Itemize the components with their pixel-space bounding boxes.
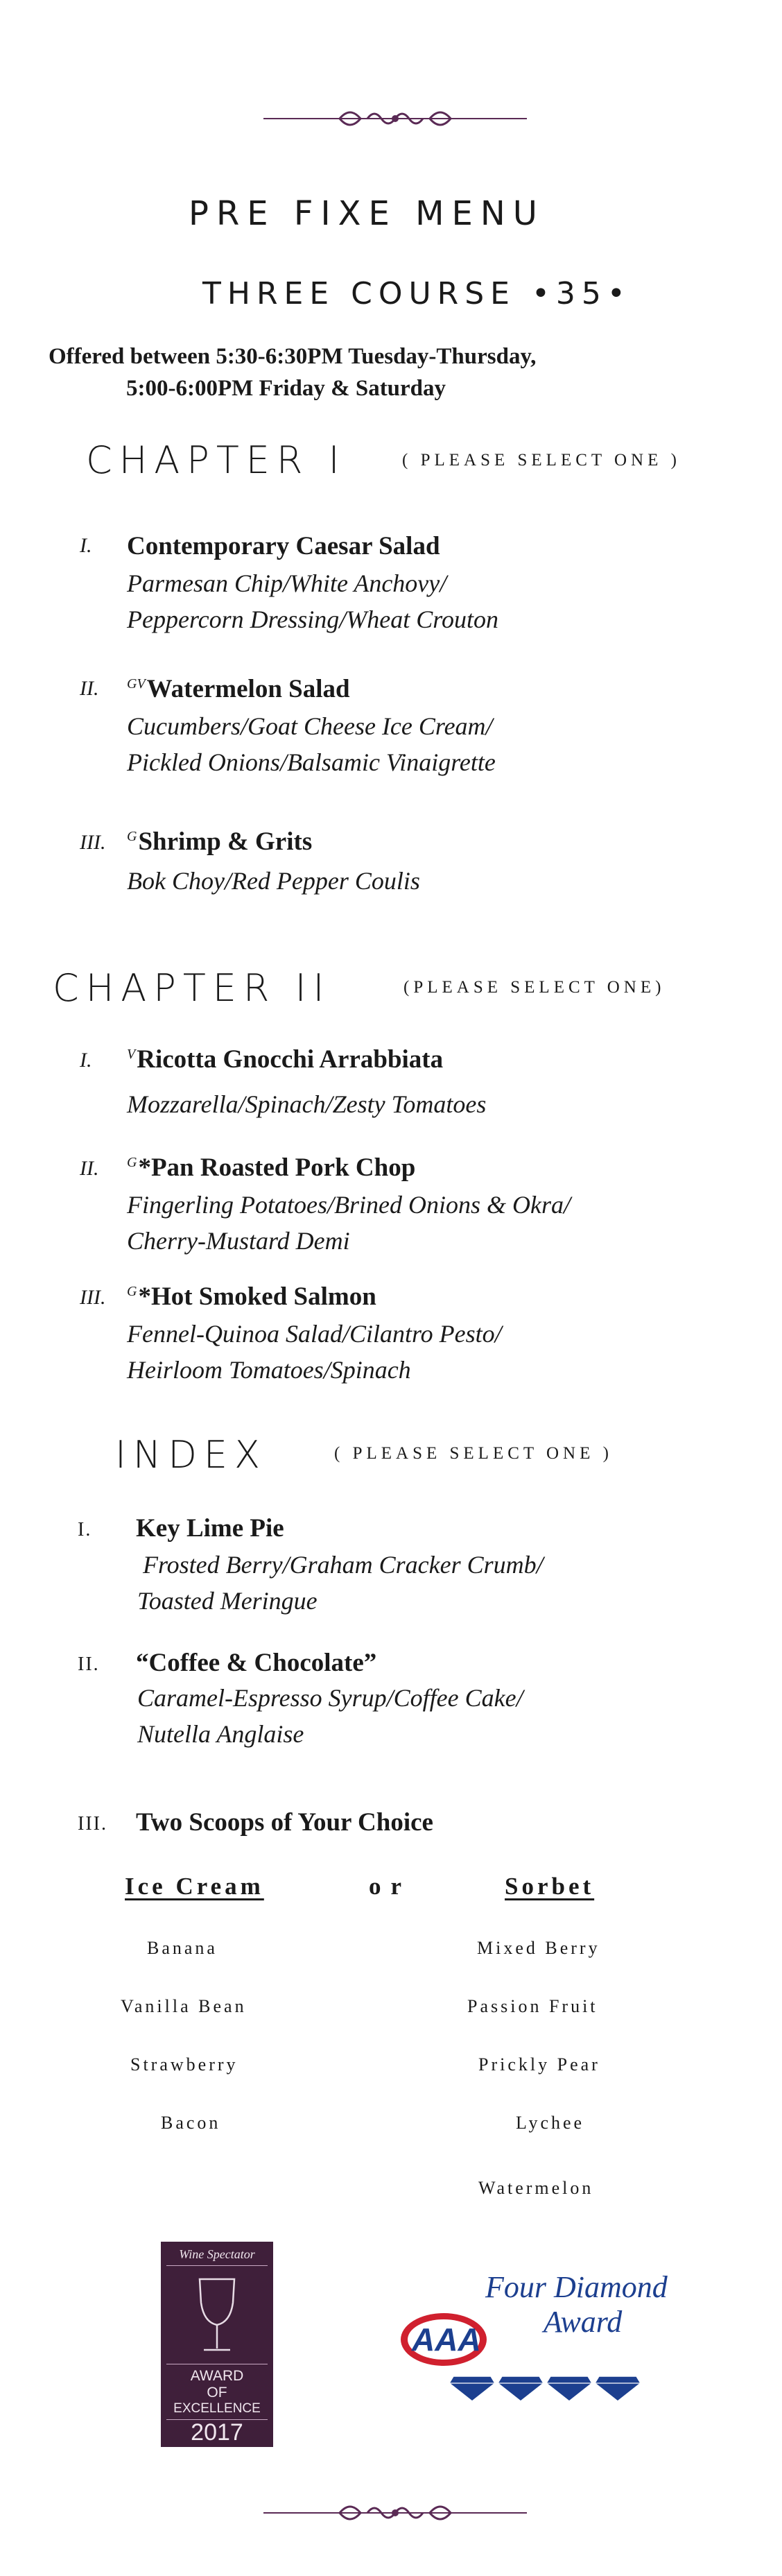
dish-description: Frosted Berry/Graham Cracker Crumb/ bbox=[143, 1551, 544, 1579]
dish-name bbox=[127, 1153, 415, 1183]
dish-name-text: Ricotta Gnocchi Arrabbiata bbox=[137, 1045, 444, 1074]
dish-name-text: *Hot Smoked Salmon bbox=[138, 1282, 376, 1311]
dish-name bbox=[127, 1282, 376, 1312]
aaa-award-line-2: Award bbox=[544, 2305, 623, 2339]
wine-glass-icon bbox=[189, 2275, 245, 2357]
dish-description: Cherry-Mustard Demi bbox=[127, 1227, 350, 1255]
wine-award-year: 2017 bbox=[191, 2419, 243, 2446]
top-ornament-divider bbox=[263, 101, 527, 136]
item-number: III. bbox=[78, 1813, 107, 1835]
menu-title: PRE FIXE MENU bbox=[189, 194, 545, 233]
dish-name: “Coffee & Chocolate” bbox=[136, 1649, 377, 1677]
wine-spectator-brand: Wine Spectator bbox=[179, 2247, 255, 2261]
dish-name: Two Scoops of Your Choice bbox=[136, 1808, 433, 1837]
dish-description: Bok Choy/Red Pepper Coulis bbox=[127, 867, 420, 895]
sorbet-flavor: Watermelon bbox=[478, 2178, 594, 2198]
item-number: III. bbox=[80, 1286, 106, 1309]
sorbet-flavor: Lychee bbox=[516, 2113, 585, 2133]
ice-cream-flavor: Banana bbox=[147, 1938, 218, 1958]
sorbet-flavor: Prickly Pear bbox=[478, 2054, 600, 2075]
dish-name-text: Watermelon Salad bbox=[146, 675, 350, 703]
item-number: I. bbox=[80, 534, 92, 557]
dish-description: Fingerling Potatoes/Brined Onions & Okra/ bbox=[127, 1191, 571, 1219]
dietary-marker: G bbox=[127, 828, 137, 844]
dish-description: Heirloom Tomatoes/Spinach bbox=[127, 1356, 411, 1384]
dish-name: Contemporary Caesar Salad bbox=[127, 532, 440, 560]
chapter-1-note: ( PLEASE SELECT ONE ) bbox=[402, 451, 681, 470]
index-note: ( PLEASE SELECT ONE ) bbox=[334, 1444, 613, 1463]
item-number: II. bbox=[78, 1654, 100, 1675]
chapter-2-note: (PLEASE SELECT ONE) bbox=[403, 978, 666, 997]
dietary-marker: V bbox=[127, 1046, 136, 1062]
dish-name bbox=[127, 674, 350, 704]
wine-award-line-2: OF bbox=[207, 2385, 227, 2401]
ice-cream-flavor: Strawberry bbox=[130, 2054, 238, 2075]
offer-line-1: Offered between 5:30-6:30PM Tuesday-Thursday, bbox=[49, 344, 537, 369]
ice-cream-flavor: Vanilla Bean bbox=[121, 1996, 247, 2016]
sorbet-flavor: Passion Fruit bbox=[467, 1996, 598, 2016]
ice-cream-header: Ice Cream bbox=[125, 1873, 264, 1900]
wine-spectator-award-badge bbox=[161, 2242, 273, 2447]
dish-description: Peppercorn Dressing/Wheat Crouton bbox=[127, 606, 498, 633]
offer-line-2: 5:00-6:00PM Friday & Saturday bbox=[126, 376, 446, 401]
item-number: II. bbox=[80, 677, 99, 700]
or-separator: or bbox=[369, 1873, 412, 1900]
dish-description: Pickled Onions/Balsamic Vinaigrette bbox=[127, 748, 496, 776]
item-number: II. bbox=[80, 1157, 99, 1180]
wine-award-line-1: AWARD bbox=[190, 2368, 244, 2384]
dish-name-text: *Pan Roasted Pork Chop bbox=[138, 1153, 416, 1182]
dish-name bbox=[127, 1045, 443, 1074]
dietary-marker: G bbox=[127, 1154, 137, 1170]
menu-subtitle: THREE COURSE •35• bbox=[202, 276, 632, 311]
dish-description: Parmesan Chip/White Anchovy/ bbox=[127, 569, 447, 597]
aaa-logo-text: AAA bbox=[412, 2321, 481, 2358]
dish-name: Key Lime Pie bbox=[136, 1514, 284, 1543]
bottom-ornament-divider bbox=[263, 2496, 527, 2530]
dish-name bbox=[127, 827, 312, 857]
dish-name-text: Shrimp & Grits bbox=[138, 827, 313, 856]
sorbet-flavor: Mixed Berry bbox=[477, 1938, 600, 1958]
dish-description: Nutella Anglaise bbox=[137, 1720, 304, 1748]
item-number: III. bbox=[80, 831, 106, 854]
index-title: INDEX bbox=[115, 1433, 268, 1477]
dish-description: Cucumbers/Goat Cheese Ice Cream/ bbox=[127, 712, 493, 740]
chapter-2-title: CHAPTER II bbox=[53, 966, 331, 1010]
four-diamonds-icon bbox=[449, 2371, 643, 2403]
item-number: I. bbox=[78, 1519, 92, 1540]
dietary-marker: GV bbox=[127, 676, 146, 692]
dish-description: Toasted Meringue bbox=[137, 1587, 318, 1615]
wine-award-line-3: EXCELLENCE bbox=[173, 2401, 261, 2416]
dietary-marker: G bbox=[127, 1283, 137, 1299]
dish-description: Caramel-Espresso Syrup/Coffee Cake/ bbox=[137, 1684, 523, 1712]
ice-cream-flavor: Bacon bbox=[161, 2113, 221, 2133]
sorbet-header: Sorbet bbox=[505, 1873, 595, 1900]
aaa-award-line-1: Four Diamond bbox=[485, 2270, 668, 2304]
chapter-1-title: CHAPTER I bbox=[86, 438, 347, 482]
dish-description: Mozzarella/Spinach/Zesty Tomatoes bbox=[127, 1090, 487, 1118]
dish-description: Fennel-Quinoa Salad/Cilantro Pesto/ bbox=[127, 1320, 502, 1348]
item-number: I. bbox=[80, 1049, 92, 1072]
